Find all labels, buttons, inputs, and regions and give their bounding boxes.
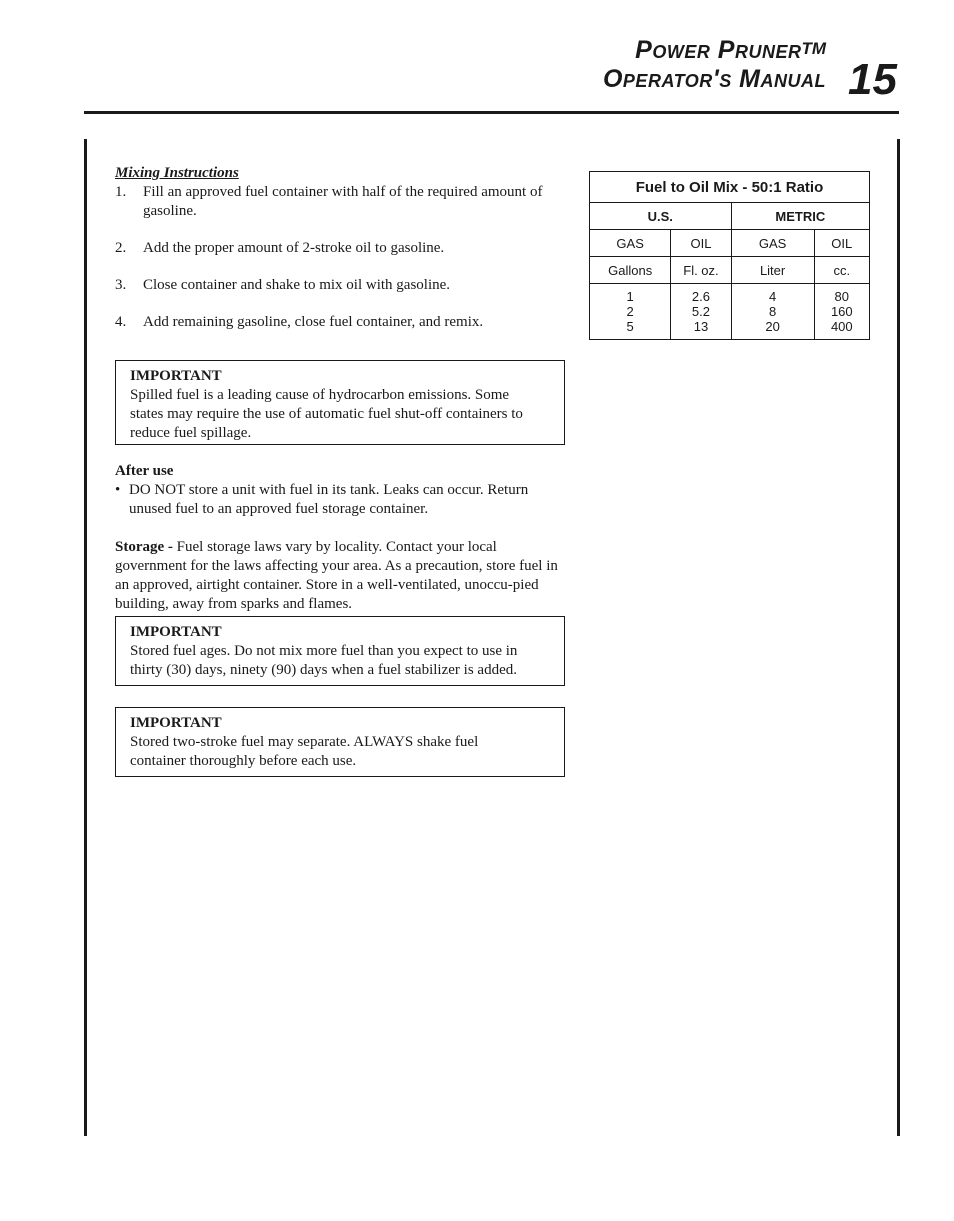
- table-cell: 5.2: [691, 304, 710, 319]
- mixing-heading: Mixing Instructions: [115, 165, 239, 181]
- table-cell: 13: [693, 319, 709, 334]
- table-cell: 5: [626, 319, 634, 334]
- product-name: Power Pruner: [635, 36, 802, 64]
- important-title: IMPORTANT: [130, 624, 222, 640]
- page-header: [0, 0, 954, 120]
- table-cell: 20: [765, 319, 780, 334]
- values-gallons: [590, 284, 671, 340]
- left-margin-bar: [84, 139, 87, 1136]
- important-text: Stored fuel ages. Do not mix more fuel than you expect to use in thirty (30) days, ninety (90) days when a fuel stabilizer is added.: [130, 643, 518, 678]
- manual-subtitle: Operator's Manual: [602, 65, 826, 93]
- after-use-heading: After use: [115, 463, 174, 479]
- table-cell: 80: [834, 289, 850, 304]
- table-cell: 160: [830, 304, 853, 319]
- group-us: U.S.: [590, 203, 732, 230]
- col-gas-metric: GAS: [731, 230, 814, 257]
- values-cc: [814, 284, 869, 340]
- table-cell: 1: [626, 289, 634, 304]
- header-rule: [84, 111, 899, 114]
- storage-paragraph: [115, 538, 565, 614]
- important-box-spill: [115, 360, 565, 445]
- mixing-steps: [115, 183, 565, 332]
- group-metric: METRIC: [731, 203, 869, 230]
- important-box-fuel-age: [115, 616, 565, 686]
- important-text: Stored two-stroke fuel may separate. ALWAYS shake fuel container thoroughly before each use.: [130, 734, 479, 769]
- trademark-mark: TM: [801, 39, 826, 58]
- col-oil-metric: OIL: [814, 230, 869, 257]
- table-title: Fuel to Oil Mix - 50:1 Ratio: [590, 172, 870, 203]
- important-text: Spilled fuel is a leading cause of hydrocarbon emissions. Some states may require the use of automatic fuel shut-off containers to reduce fuel spillage.: [130, 387, 523, 441]
- table-cell: 8: [768, 304, 777, 319]
- list-item: 3. Close container and shake to mix oil with gasoline.: [115, 277, 451, 293]
- unit-cc: cc.: [814, 257, 869, 284]
- storage-text: Fuel storage laws vary by locality. Contact your local government for the laws affecting your area. As a precaution, store fuel in an approved, airtight container. Store in a well-ventilated, unoccu-pied building, away from sparks and flames.: [115, 539, 558, 612]
- list-item: 4. Add remaining gasoline, close fuel container, and remix.: [115, 314, 484, 330]
- right-margin-bar: [897, 139, 900, 1136]
- left-column: [115, 164, 565, 777]
- unit-floz: Fl. oz.: [671, 257, 731, 284]
- important-title: IMPORTANT: [130, 715, 222, 731]
- table-cell: 4: [768, 289, 777, 304]
- list-item: 1. Fill an approved fuel container with half of the required amount of gasoline.: [115, 184, 543, 219]
- table-cell: 2: [626, 304, 634, 319]
- table-cell: 400: [830, 319, 853, 334]
- manual-title: [603, 38, 826, 92]
- important-title: IMPORTANT: [130, 368, 222, 384]
- bullet-icon: •: [115, 482, 121, 498]
- page-number: 15: [848, 55, 897, 104]
- fuel-oil-mix-table: [589, 171, 870, 340]
- important-box-separate: [115, 707, 565, 777]
- storage-label: Storage -: [115, 539, 173, 555]
- list-item: 2. Add the proper amount of 2-stroke oil to gasoline.: [115, 240, 445, 256]
- col-gas-us: GAS: [590, 230, 671, 257]
- table-cell: 2.6: [691, 289, 710, 304]
- col-oil-us: OIL: [671, 230, 731, 257]
- values-liter: [731, 284, 814, 340]
- after-use-item: • DO NOT store a unit with fuel in its tank. Leaks can occur. Return unused fuel to an approved fuel storage container.: [115, 482, 529, 517]
- unit-gallons: Gallons: [590, 257, 671, 284]
- unit-liter: Liter: [731, 257, 814, 284]
- values-floz: [671, 284, 731, 340]
